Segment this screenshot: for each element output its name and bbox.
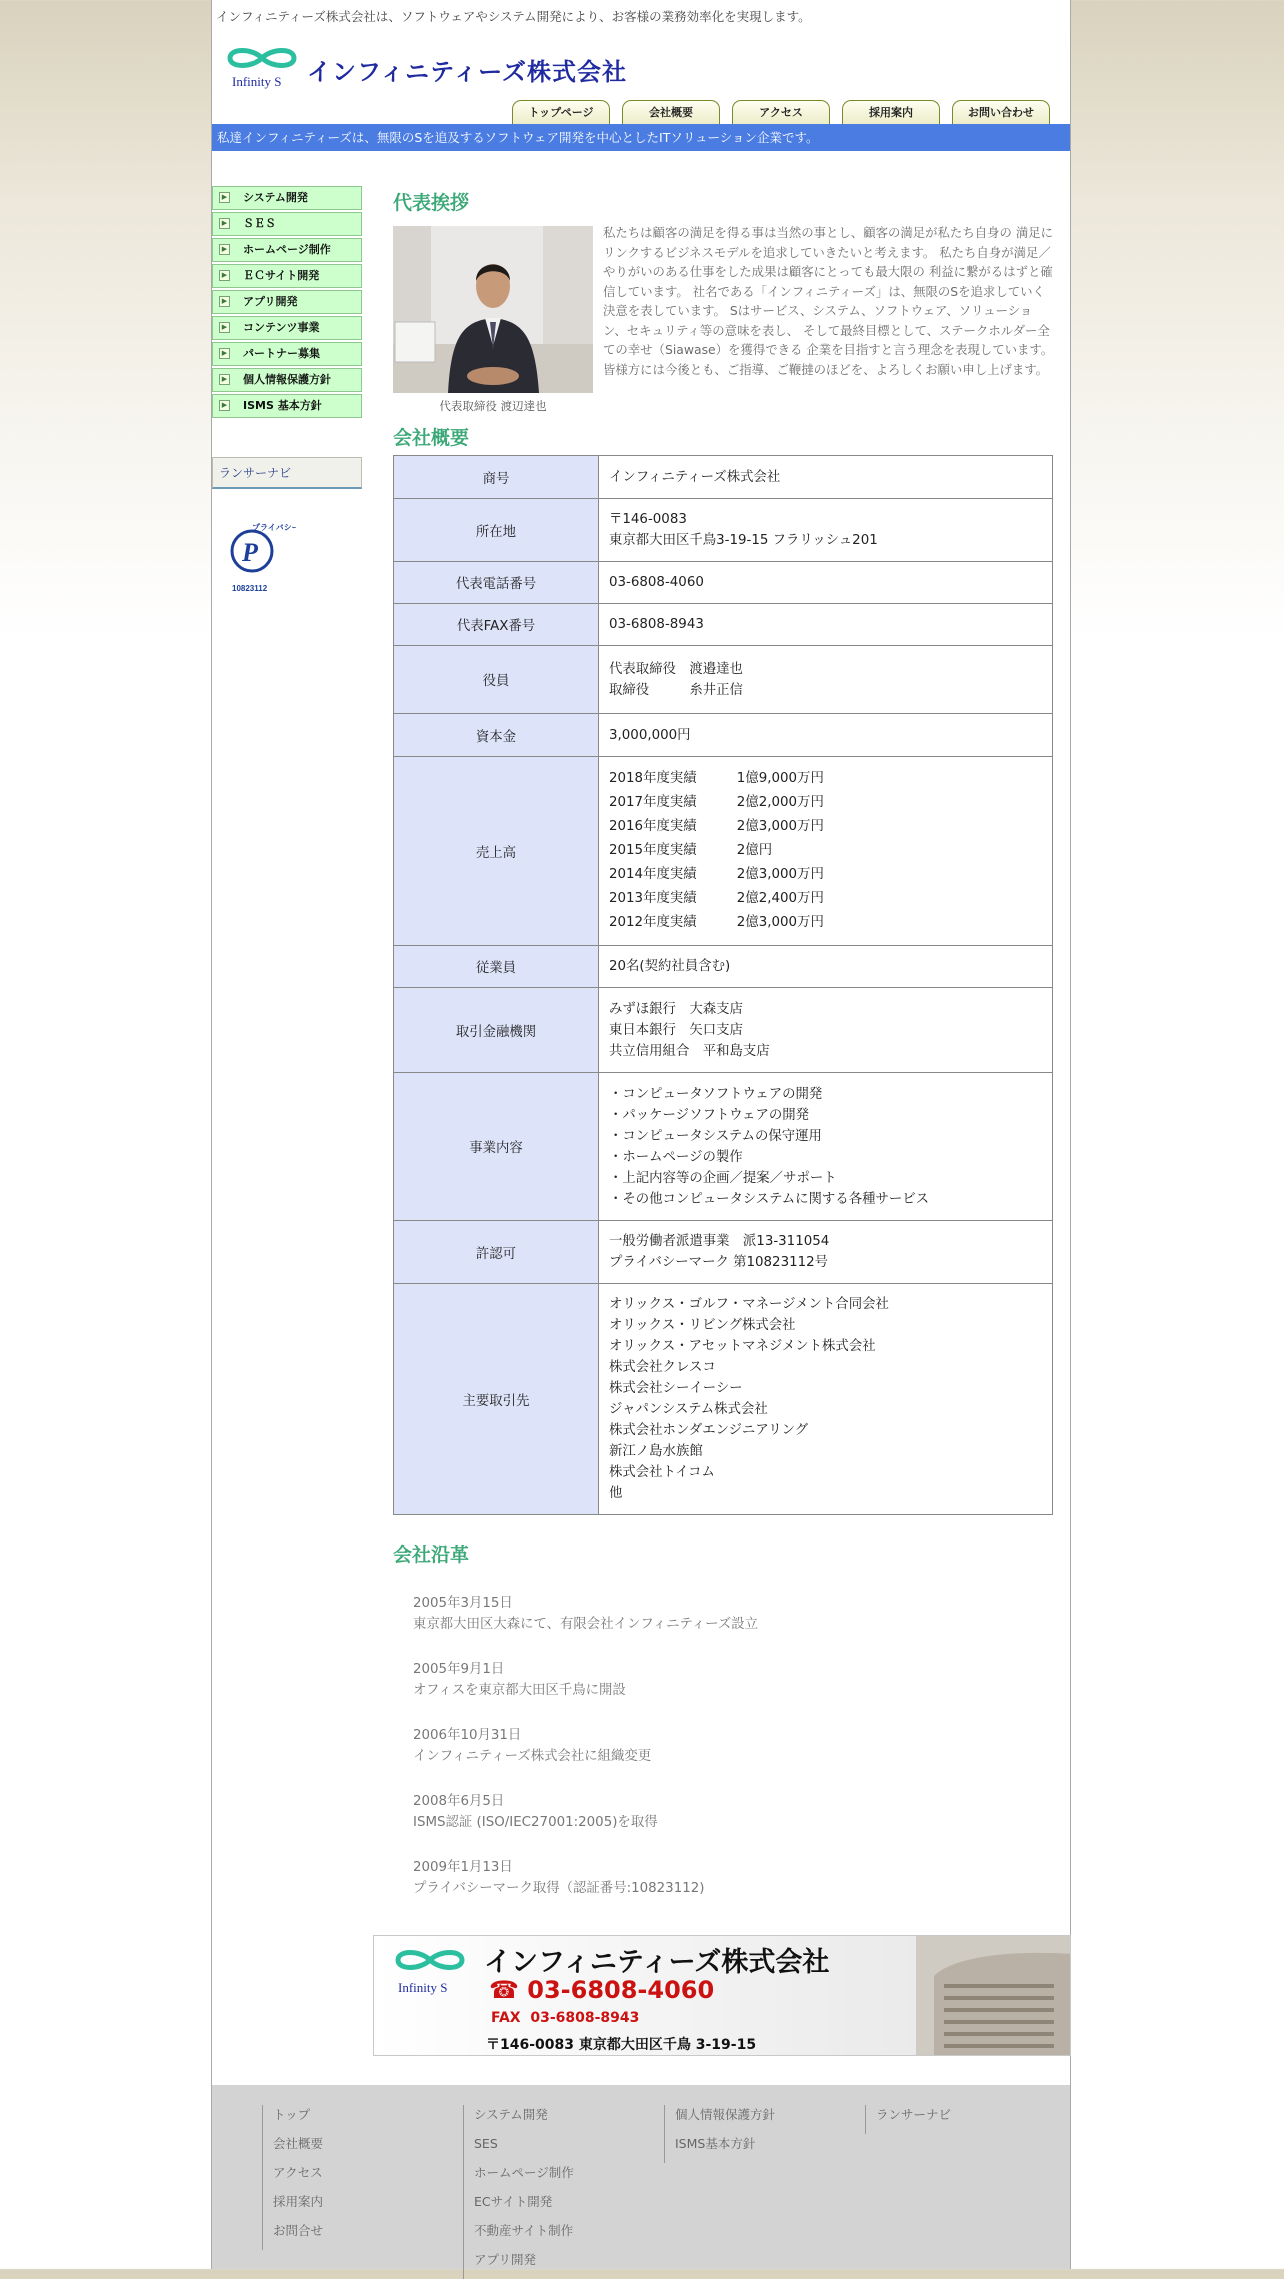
- sidebar-item-label: パートナー募集: [243, 347, 320, 360]
- footer-link[interactable]: アクセス: [273, 2165, 323, 2180]
- history-event: [413, 1658, 626, 1698]
- footer-link[interactable]: ホームページ制作: [474, 2165, 574, 2180]
- sidebar-item-contents[interactable]: [212, 316, 362, 340]
- sidebar-item-label: ＳＥＳ: [243, 217, 276, 230]
- intro-bar: 私達インフィニティーズは、無限のSを追及するソフトウェア開発を中心としたITソリューション企業です。: [212, 124, 1070, 151]
- sidebar-item-label: ＥＣサイト開発: [243, 269, 320, 282]
- table-row: [394, 604, 1053, 646]
- footer: [212, 2085, 1070, 2269]
- nav-tab-top[interactable]: トップページ: [512, 100, 610, 124]
- greeting-heading: 代表挨拶: [393, 192, 470, 214]
- arrow-right-icon: ▶: [219, 218, 230, 229]
- row-value: みずほ銀行 大森支店 東日本銀行 矢口支店 共立信用組合 平和島支店: [599, 988, 1053, 1073]
- history-desc: ISMS認証 (ISO/IEC27001:2005)を取得: [413, 1815, 658, 1830]
- row-value: ・コンピュータソフトウェアの開発 ・パッケージソフトウェアの開発 ・コンピュータシステムの保守運用 ・ホームページの製作 ・上記内容等の企画／提案／サポート ・その他コンピュータシステムに関する各種サービス: [599, 1073, 1053, 1221]
- history-desc: 東京都大田区大森にて、有限会社インフィニティーズ設立: [413, 1617, 759, 1632]
- row-value: 20名(契約社員含む): [599, 946, 1053, 988]
- sidebar-item-homepage[interactable]: [212, 238, 362, 262]
- arrow-right-icon: ▶: [219, 348, 230, 359]
- history-desc: インフィニティーズ株式会社に組織変更: [413, 1749, 652, 1764]
- table-row: [394, 1284, 1053, 1515]
- row-value: オリックス・ゴルフ・マネージメント合同会社 オリックス・リビング株式会社 オリックス・アセットマネジメント株式会社 株式会社クレスコ 株式会社シーイーシー ジャパンシステム株式会社 株式会社ホンダエンジニアリング 新江ノ島水族館 株式会社トイコム 他: [599, 1284, 1053, 1515]
- banner-fax: FAX 03-6808-8943: [491, 2010, 640, 2026]
- row-label: 従業員: [394, 946, 599, 988]
- sidebar-item-label: ホームページ制作: [243, 243, 331, 256]
- arrow-right-icon: ▶: [219, 296, 230, 307]
- history-date: 2005年9月1日: [413, 1662, 505, 1677]
- row-value: 2018年度実績 1億9,000万円 2017年度実績 2億2,000万円 2016年度実績 2億3,000万円 2015年度実績 2億円 2014年度実績 2億3,000万円 2013年度実績 2億2,400万円 2012年度実績 2億3,000万円: [599, 757, 1053, 946]
- history-desc: プライバシーマーク取得（認証番号:10823112): [413, 1881, 705, 1896]
- ceo-photo: [393, 226, 593, 393]
- history-date: 2008年6月5日: [413, 1794, 505, 1809]
- history-desc: オフィスを東京都大田区千鳥に開設: [413, 1683, 626, 1698]
- sidebar-item-label: コンテンツ事業: [243, 321, 320, 334]
- footer-link[interactable]: 不動産サイト制作: [474, 2223, 574, 2238]
- sidebar-item-label: ISMS 基本方針: [243, 399, 322, 412]
- phone-icon: ☎: [489, 1976, 519, 2004]
- logo-text: Infinity S: [232, 74, 282, 89]
- banner-logo: [388, 1944, 472, 2002]
- table-row: [394, 1221, 1053, 1284]
- footer-link[interactable]: SES: [474, 2136, 498, 2151]
- footer-column: [262, 2105, 323, 2250]
- table-row: [394, 562, 1053, 604]
- footer-link[interactable]: ISMS基本方針: [675, 2136, 756, 2151]
- footer-link[interactable]: システム開発: [474, 2107, 548, 2122]
- footer-link[interactable]: お問合せ: [273, 2223, 324, 2238]
- row-label: 資本金: [394, 714, 599, 757]
- footer-link[interactable]: トップ: [273, 2107, 311, 2122]
- row-label: 売上高: [394, 757, 599, 946]
- history-event: [413, 1856, 704, 1896]
- pmark-label: プライバシー: [252, 523, 296, 532]
- history-date: 2009年1月13日: [413, 1860, 513, 1875]
- arrow-right-icon: ▶: [219, 400, 230, 411]
- footer-link[interactable]: 採用案内: [273, 2194, 324, 2209]
- row-value: 〒146-0083 東京都大田区千鳥3-19-15 フラリッシュ201: [599, 499, 1053, 562]
- row-label: 役員: [394, 646, 599, 714]
- banner-company-name: インフィニティーズ株式会社: [484, 1947, 830, 1978]
- row-value: 03-6808-8943: [599, 604, 1053, 646]
- footer-column: [664, 2105, 775, 2163]
- nav-tab-recruit[interactable]: 採用案内: [842, 100, 940, 124]
- table-row: [394, 499, 1053, 562]
- row-value: 一般労働者派遣事業 派13-311054 プライバシーマーク 第10823112号: [599, 1221, 1053, 1284]
- pmark-number: 10823112: [232, 584, 268, 593]
- footer-link[interactable]: アプリ開発: [474, 2252, 537, 2267]
- history-event: [413, 1592, 758, 1632]
- banner-address: 〒146-0083 東京都大田区千鳥 3-19-15: [486, 2037, 757, 2053]
- table-row: [394, 757, 1053, 946]
- privacy-mark-badge[interactable]: [216, 515, 296, 595]
- sidebar-item-ses[interactable]: [212, 212, 362, 236]
- footer-link[interactable]: ECサイト開発: [474, 2194, 553, 2209]
- sidebar-item-label: システム開発: [243, 191, 308, 204]
- table-row: [394, 714, 1053, 757]
- company-logo[interactable]: [222, 46, 302, 92]
- nav-tab-access[interactable]: アクセス: [732, 100, 830, 124]
- photo-caption: 代表取締役 渡辺達也: [439, 399, 547, 413]
- history-date: 2005年3月15日: [413, 1596, 513, 1611]
- sidebar-item-ecsite[interactable]: [212, 264, 362, 288]
- footer-link[interactable]: 個人情報保護方針: [675, 2107, 776, 2122]
- footer-link[interactable]: ランサーナビ: [876, 2107, 952, 2122]
- sidebar-item-privacy[interactable]: [212, 368, 362, 392]
- svg-text:P: P: [242, 538, 258, 567]
- company-overview-table: [393, 455, 1053, 1515]
- table-row: [394, 646, 1053, 714]
- header-tagline: インフィニティーズ株式会社は、ソフトウェアやシステム開発により、お客様の業務効率化を実現します。: [216, 9, 811, 24]
- arrow-right-icon: ▶: [219, 374, 230, 385]
- history-heading: 会社沿革: [393, 1544, 470, 1566]
- lancer-navi-link[interactable]: ランサーナビ: [212, 457, 362, 489]
- row-label: 代表電話番号: [394, 562, 599, 604]
- arrow-right-icon: ▶: [219, 322, 230, 333]
- row-value: 代表取締役 渡邉達也 取締役 糸井正信: [599, 646, 1053, 714]
- row-value: 03-6808-4060: [599, 562, 1053, 604]
- history-event: [413, 1790, 658, 1830]
- sidebar-item-isms[interactable]: [212, 394, 362, 418]
- table-row: [394, 456, 1053, 499]
- row-label: 事業内容: [394, 1073, 599, 1221]
- history-date: 2006年10月31日: [413, 1728, 522, 1743]
- footer-link[interactable]: 会社概要: [273, 2136, 324, 2151]
- page: [211, 0, 1071, 2269]
- row-label: 商号: [394, 456, 599, 499]
- banner-tel: ☎ 03-6808-4060: [489, 1976, 715, 2004]
- footer-column: [463, 2105, 574, 2279]
- table-row: [394, 1073, 1053, 1221]
- footer-column: [865, 2105, 951, 2134]
- row-value: 3,000,000円: [599, 714, 1053, 757]
- sidebar-item-label: 個人情報保護方針: [243, 373, 331, 386]
- company-banner: [373, 1935, 1071, 2056]
- arrow-right-icon: ▶: [219, 270, 230, 281]
- row-label: 許認可: [394, 1221, 599, 1284]
- sidebar-item-system[interactable]: [212, 186, 362, 210]
- company-name-title: インフィニティーズ株式会社: [307, 58, 627, 86]
- nav-tab-contact[interactable]: お問い合わせ: [952, 100, 1050, 124]
- greeting-text: 私たちは顧客の満足を得る事は当然の事とし、顧客の満足が私たち自身の 満足にリンクするビジネスモデルを追求していきたいと考えます。 私たち自身が満足／やりがいのある仕事をした成果は顧客にとっても最大限の 利益に繋がるはずと確信しています。 社名である「インフィニティーズ」は、無限のSを追求していく決意を表しています。 Sはサービス、システム、ソフトウェア、ソリューション、セキュリティ等の意味を表し、 そして最終目標として、ステークホルダー全ての幸せ（Siawase）を獲得できる 企業を目指すと言う理念を表現しています。 皆様方には今後とも、ご指導、ご鞭撻のほどを、よろしくお願い申し上げます。: [603, 225, 1054, 377]
- sidebar-item-partner[interactable]: [212, 342, 362, 366]
- row-label: 取引金融機関: [394, 988, 599, 1073]
- table-row: [394, 946, 1053, 988]
- history-event: [413, 1724, 651, 1764]
- table-row: [394, 988, 1053, 1073]
- sidebar-item-app[interactable]: [212, 290, 362, 314]
- row-label: 主要取引先: [394, 1284, 599, 1515]
- row-label: 代表FAX番号: [394, 604, 599, 646]
- nav-tab-company[interactable]: 会社概要: [622, 100, 720, 124]
- sidebar-item-label: アプリ開発: [243, 295, 298, 308]
- row-label: 所在地: [394, 499, 599, 562]
- arrow-right-icon: ▶: [219, 192, 230, 203]
- arrow-right-icon: ▶: [219, 244, 230, 255]
- overview-heading: 会社概要: [393, 427, 470, 449]
- row-value: インフィニティーズ株式会社: [599, 456, 1053, 499]
- banner-logo-text: Infinity S: [398, 1980, 448, 1995]
